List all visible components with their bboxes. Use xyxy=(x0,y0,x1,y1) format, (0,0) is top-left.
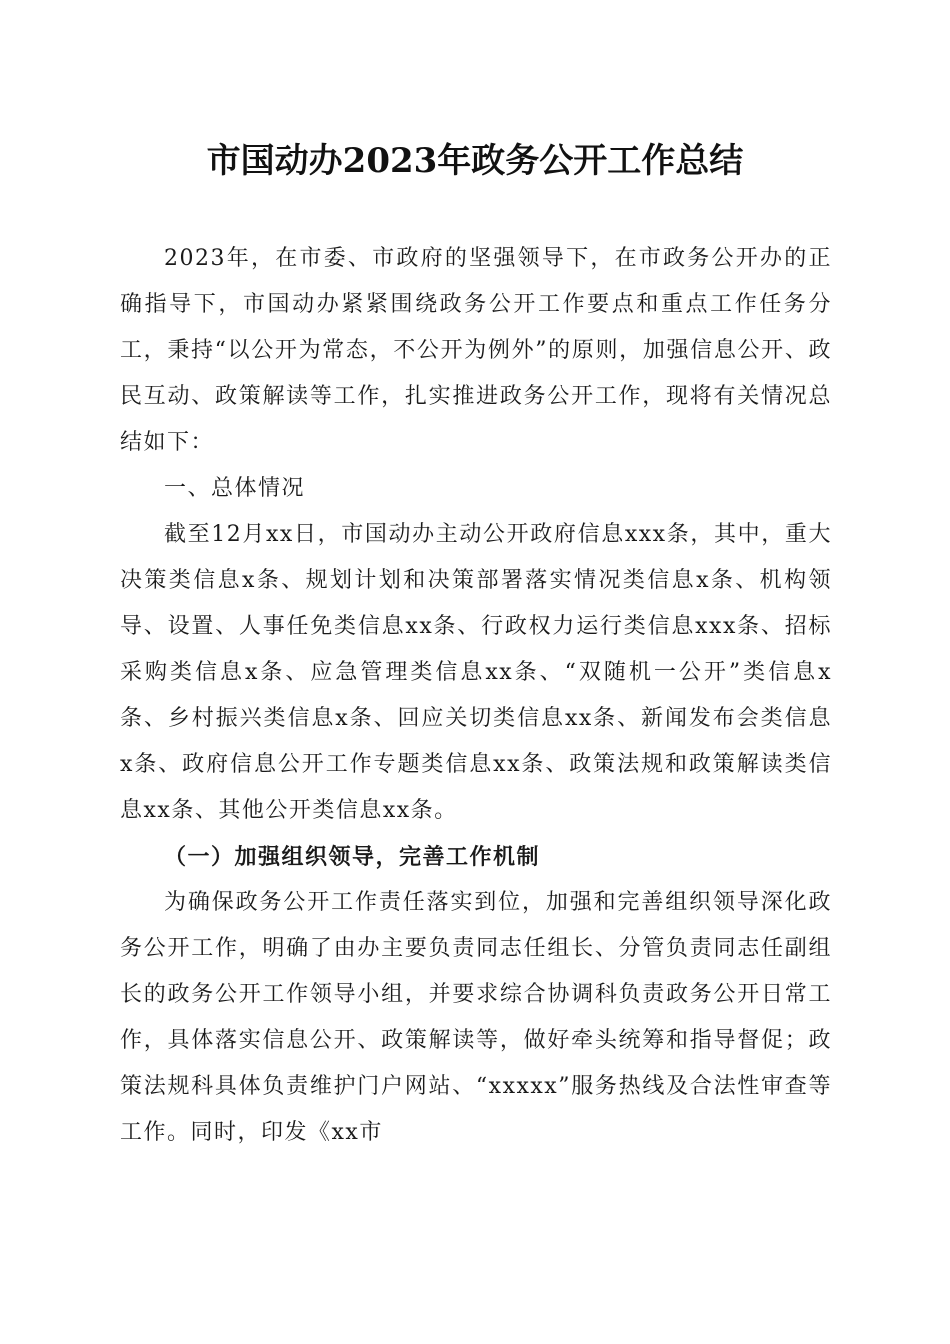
document-body xyxy=(120,236,832,1156)
intro-paragraph: 2023年，在市委、市政府的坚强领导下，在市政务公开办的正确指导下，市国动办紧紧围绕政务公开工作要点和重点工作任务分工，秉持“以公开为常态，不公开为例外”的原则，加强信息公开、政民互动、政策解读等工作，扎实推进政务公开工作，现将有关情况总结如下： xyxy=(120,246,832,455)
section-heading-overall: 一、总体情况 xyxy=(164,476,306,501)
organization-paragraph: 为确保政务公开工作责任落实到位，加强和完善组织领导深化政务公开工作，明确了由办主要负责同志任组长、分管负责同志任副组长的政务公开工作领导小组，并要求综合协调科负责政务公开日常工作，具体落实信息公开、政策解读等，做好牵头统筹和指导督促；政策法规科具体负责维护门户网站、“xxxxx”服务热线及合法性审查等工作。同时，印发《xx市 xyxy=(120,890,832,1145)
overall-paragraph: 截至12月xx日，市国动办主动公开政府信息xxx条，其中，重大决策类信息x条、规划计划和决策部署落实情况类信息x条、机构领导、设置、人事任免类信息xx条、行政权力运行类信息xxx条、招标采购类信息x条、应急管理类信息xx条、“双随机一公开”类信息x条、乡村振兴类信息x条、回应关切类信息xx条、新闻发布会类信息x条、政府信息公开工作专题类信息xx条、政策法规和政策解读类信息xx条、其他公开类信息xx条。 xyxy=(120,522,832,823)
document-title: 市国动办2023年政务公开工作总结 xyxy=(206,141,744,181)
subsection-heading-organization: （一）加强组织领导，完善工作机制 xyxy=(164,844,541,870)
